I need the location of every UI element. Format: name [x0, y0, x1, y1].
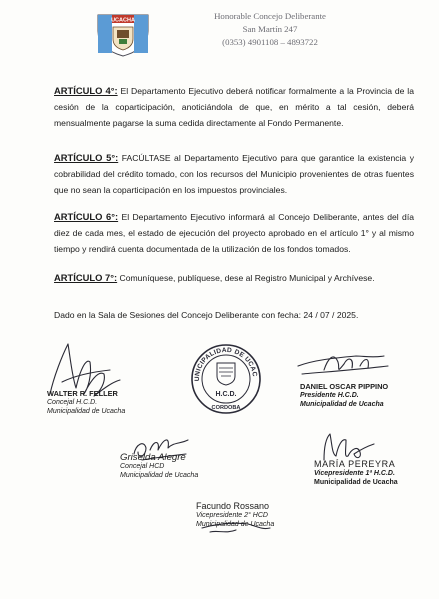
rossano-org: Municipalidad de Ucacha: [196, 521, 275, 528]
signature-alegre: [120, 453, 198, 480]
feller-org: Municipalidad de Ucacha: [47, 408, 126, 415]
alegre-role: Concejal HCD: [120, 463, 165, 470]
feller-role: Concejal H.C.D.: [47, 399, 98, 406]
article-5-text: FACÚLTASE al Departamento Ejecutivo para que garantice la existencia y cobrabilidad del crédito tomado, con los recursos del Municipio provenientes de otras fuentes que no sean la coparticipación en los impuestos provinciales.: [54, 153, 414, 195]
article-5-label: ARTÍCULO 5°:: [54, 152, 119, 163]
signature-rossano: [196, 502, 274, 529]
header-address: San Martín 247: [242, 23, 298, 34]
rossano-name: Facundo Rossano: [196, 501, 270, 511]
article-7-label: ARTÍCULO 7°:: [54, 272, 118, 283]
pereyra-name: MARÍA PEREYRA: [314, 459, 396, 469]
article-7-text: Comuníquese, publíquese, dese al Registro Municipal y Archívese.: [117, 273, 375, 283]
official-seal: [190, 343, 262, 415]
signature-pereyra: [314, 460, 398, 487]
article-6-text: El Departamento Ejecutivo informará al Concejo Deliberante, antes del día diez de cada mes, el estado de ejecución del proyecto aprobado en el artículo 1° y al mismo tiempo y rendirá cuenta documentada de la utilización de los fondos tomados.: [54, 212, 415, 254]
pippino-name: DANIEL OSCAR PIPPINO: [300, 382, 389, 391]
article-6: [54, 209, 414, 257]
alegre-org: Municipalidad de Ucacha: [120, 472, 199, 479]
signature-pippino-scribble: [294, 346, 394, 385]
header-text: [200, 10, 340, 48]
seal-ring-text: UNICIPALIDAD DE UCAC: [193, 346, 258, 382]
article-4-text: El Departamento Ejecutivo deberá notificar formalmente a la Provincia de la cesión de la coparticipación, anoticiándola de que, en mérito a tal cesión, deberá mensualmente pagarse la suma cedida directamente al Fondo Permanente.: [54, 86, 414, 128]
rossano-role: Vicepresidente 2° HCD: [196, 512, 268, 519]
signature-feller: [47, 389, 125, 416]
closing-date-line: Dado en la Sala de Sesiones del Concejo Deliberante con fecha: 24 / 07 / 2025.: [54, 310, 359, 320]
logo-text: UCACHA: [111, 17, 135, 24]
pippino-org: Municipalidad de Ucacha: [300, 401, 384, 408]
municipal-logo: [96, 13, 150, 57]
article-7: [54, 270, 414, 286]
seal-center-text: H.C.D.: [215, 391, 237, 398]
seal-bottom-text: CORDOBA: [211, 405, 241, 411]
pereyra-org: Municipalidad de Ucacha: [314, 479, 398, 486]
signature-pippino: [300, 382, 388, 409]
article-4-label: ARTÍCULO 4°:: [54, 85, 118, 96]
pippino-role: Presidente H.C.D.: [300, 392, 359, 399]
header-org-name: Honorable Concejo Deliberante: [214, 11, 326, 21]
feller-name: WALTER R. FELLER: [47, 389, 118, 398]
article-4: [54, 83, 414, 131]
article-6-label: ARTÍCULO 6°:: [54, 211, 119, 222]
svg-text:MUNICIPALIDAD DE UCACHA: [190, 343, 258, 381]
alegre-name: Griselda Alegre: [120, 452, 186, 463]
pereyra-role: Vicepresidente 1ª H.C.D.: [314, 470, 395, 477]
article-5: [54, 150, 414, 198]
header-phone: (0353) 4901108 – 4893722: [222, 36, 318, 47]
